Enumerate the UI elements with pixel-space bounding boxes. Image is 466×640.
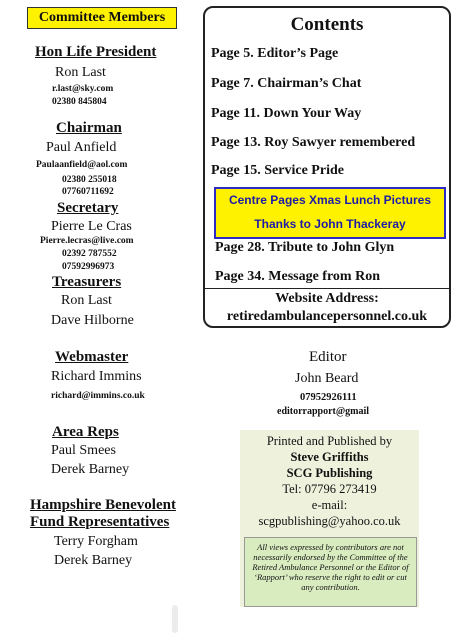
editor-email: editorrapport@gmail bbox=[277, 406, 370, 417]
secretary-name: Pierre Le Cras bbox=[51, 219, 132, 234]
disclaimer-box bbox=[244, 537, 417, 607]
committee-members-title: Committee Members bbox=[27, 7, 177, 29]
section-heading-webmaster: Webmaster bbox=[55, 349, 129, 365]
contents-divider bbox=[205, 288, 449, 289]
disclaimer-text: All views expressed by contributors are not necessarily endorsed by the Committee of the Retired Ambulance Personnel or the Editor of ‘Rapport’ who reserve the right to edit or cut any contribution. bbox=[252, 542, 409, 592]
publisher-company: SCG Publishing bbox=[286, 466, 373, 480]
contents-title: Contents bbox=[290, 14, 364, 35]
hon-life-president-phone: 02380 845804 bbox=[52, 97, 107, 107]
chairman-mobile: 07760711692 bbox=[62, 187, 114, 197]
hon-life-president-name: Ron Last bbox=[55, 65, 106, 80]
website-address: retiredambulancepersonnel.co.uk bbox=[226, 309, 428, 324]
publisher-phone: Tel: 07796 273419 bbox=[282, 482, 377, 496]
publisher-name: Steve Griffiths bbox=[290, 450, 369, 464]
treasurer-name-1: Ron Last bbox=[61, 293, 112, 308]
secretary-email: Pierre.lecras@live.com bbox=[40, 236, 134, 246]
treasurer-name-2: Dave Hilborne bbox=[51, 313, 134, 328]
publisher-line: Printed and Published by bbox=[266, 434, 393, 448]
editor-title: Editor bbox=[309, 349, 347, 365]
section-heading-secretary: Secretary bbox=[57, 200, 119, 216]
chairman-email: Paulaanfield@aol.com bbox=[36, 160, 128, 170]
area-rep-name-1: Paul Smees bbox=[51, 443, 116, 458]
publisher-email-label: e-mail: bbox=[311, 498, 348, 512]
secretary-phone: 02392 787552 bbox=[62, 249, 117, 259]
area-rep-name-2: Derek Barney bbox=[51, 462, 130, 477]
contents-box bbox=[203, 6, 451, 328]
contents-entry: Page 11. Down Your Way bbox=[211, 106, 362, 121]
chairman-phone: 02380 255018 bbox=[62, 175, 117, 185]
publisher-email: scgpublishing@yahoo.co.uk bbox=[258, 514, 401, 528]
section-heading-treasurers: Treasurers bbox=[52, 274, 122, 290]
contents-entry: Page 13. Roy Sawyer remembered bbox=[211, 135, 416, 150]
contents-entry: Page 28. Tribute to John Glyn bbox=[215, 240, 395, 255]
scan-smudge bbox=[172, 605, 178, 633]
section-heading-benevolent-fund: Hampshire Benevolent Fund Representatives bbox=[30, 497, 176, 530]
contents-entry: Page 34. Message from Ron bbox=[215, 269, 380, 284]
benevolent-rep-name-1: Terry Forgham bbox=[54, 534, 138, 549]
webmaster-email: richard@immins.co.uk bbox=[51, 391, 145, 401]
section-heading-hon-life-president: Hon Life President bbox=[35, 44, 157, 60]
website-label: Website Address: bbox=[275, 291, 379, 306]
centre-pages-highlight bbox=[214, 187, 446, 239]
contents-entry: Page 5. Editor’s Page bbox=[211, 46, 339, 61]
benevolent-rep-name-2: Derek Barney bbox=[54, 553, 133, 568]
highlight-line-1: Centre Pages Xmas Lunch Pictures bbox=[228, 193, 432, 207]
contents-entry: Page 15. Service Pride bbox=[211, 163, 344, 178]
chairman-name: Paul Anfield bbox=[46, 140, 117, 155]
secretary-mobile: 07592996973 bbox=[62, 262, 115, 272]
hon-life-president-email: r.last@sky.com bbox=[52, 84, 114, 94]
highlight-line-2: Thanks to John Thackeray bbox=[254, 217, 406, 231]
editor-name: John Beard bbox=[295, 371, 359, 386]
contents-entry: Page 7. Chairman’s Chat bbox=[211, 76, 362, 91]
section-heading-chairman: Chairman bbox=[56, 120, 122, 136]
section-heading-area-reps: Area Reps bbox=[52, 424, 119, 440]
webmaster-name: Richard Immins bbox=[51, 369, 142, 384]
editor-phone: 07952926111 bbox=[300, 392, 357, 403]
